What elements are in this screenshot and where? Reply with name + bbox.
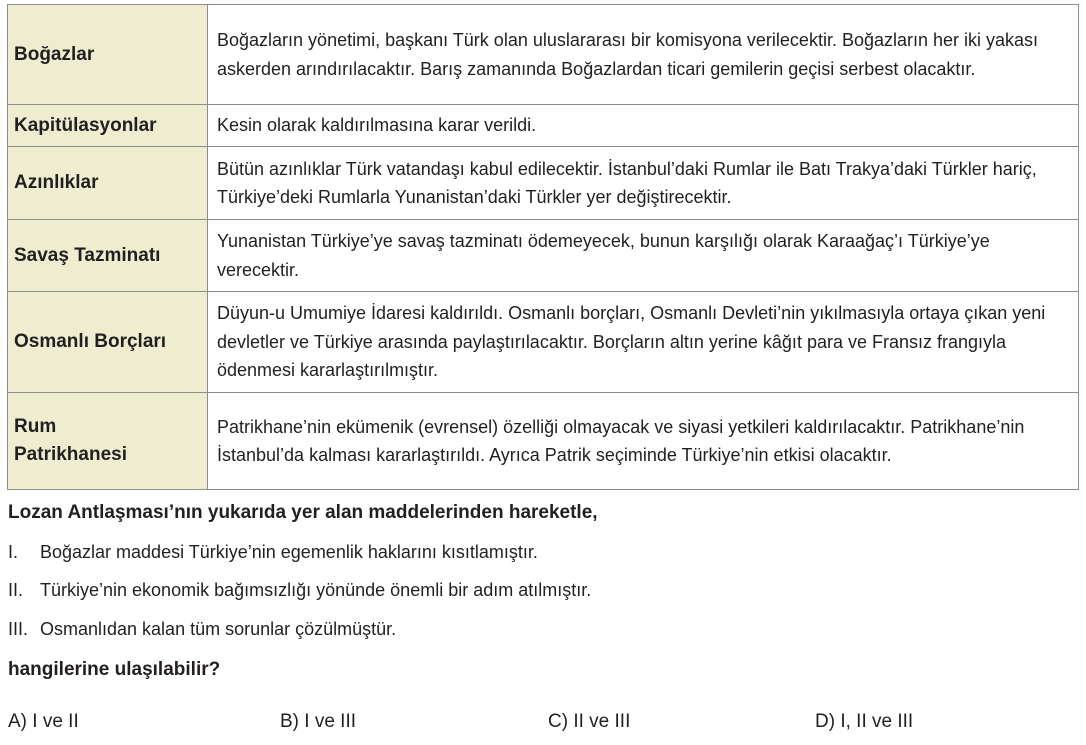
row-topic: Osmanlı Borçları — [8, 292, 208, 393]
row-topic: Boğazlar — [8, 5, 208, 105]
statement-3 — [8, 616, 396, 642]
row-topic: Azınlıklar — [8, 147, 208, 220]
statement-text: Boğazlar maddesi Türkiye’nin egemenlik haklarını kısıtlamıştır. — [40, 542, 538, 562]
row-topic: Rum Patrikhanesi — [8, 393, 208, 490]
row-detail: Yunanistan Türkiye’ye savaş tazminatı ödemeyecek, bunun karşılığı olarak Karaağaç’ı Türkiye’ye verecektir. — [208, 220, 1079, 292]
answer-option-c[interactable]: C) II ve III — [548, 711, 631, 732]
row-detail: Bütün azınlıklar Türk vatandaşı kabul edilecektir. İstanbul’daki Rumlar ile Batı Trakya’daki Türkler hariç, Türkiye’deki Rumlarla Yunanistan’daki Türkler yer değiştirecektir. — [208, 147, 1079, 220]
lozan-treaty-table — [7, 4, 1079, 490]
statement-number: I. — [8, 542, 19, 562]
table-row — [8, 5, 1079, 105]
row-detail: Kesin olarak kaldırılmasına karar verildi. — [208, 105, 1079, 147]
statement-1 — [8, 539, 538, 565]
row-topic: Savaş Tazminatı — [8, 220, 208, 292]
question-stem: Lozan Antlaşması’nın yukarıda yer alan maddelerinden hareketle, — [8, 502, 598, 523]
table-row — [8, 105, 1079, 147]
statement-text: Türkiye’nin ekonomik bağımsızlığı yönünde önemli bir adım atılmıştır. — [40, 580, 592, 600]
table-row — [8, 292, 1079, 393]
statement-number: II. — [8, 580, 24, 600]
table-row — [8, 147, 1079, 220]
statement-text: Osmanlıdan kalan tüm sorunlar çözülmüştür. — [40, 619, 397, 639]
question-prompt: hangilerine ulaşılabilir? — [8, 659, 221, 680]
table-row — [8, 393, 1079, 490]
answer-option-a[interactable]: A) I ve II — [8, 711, 79, 732]
table-row — [8, 220, 1079, 292]
answer-option-d[interactable]: D) I, II ve III — [815, 711, 914, 732]
statement-2 — [8, 577, 591, 603]
row-detail: Düyun-u Umumiye İdaresi kaldırıldı. Osmanlı borçları, Osmanlı Devleti’nin yıkılmasıyla ortaya çıkan yeni devletler ve Türkiye arasında paylaştırılacaktır. Borçların altın yerine kâğıt para ve Fransız frangıyla ödenmesi kararlaştırılmıştır. — [208, 292, 1079, 393]
answer-option-b[interactable]: B) I ve III — [280, 711, 357, 732]
row-topic: Kapitülasyonlar — [8, 105, 208, 147]
row-detail: Patrikhane’nin ekümenik (evrensel) özelliği olmayacak ve siyasi yetkileri kaldırılacaktır. Patrikhane’nin İstanbul’da kalması kararlaştırıldı. Ayrıca Patrik seçiminde Türkiye’nin etkisi olacaktır. — [208, 393, 1079, 490]
statement-number: III. — [8, 619, 29, 639]
row-detail: Boğazların yönetimi, başkanı Türk olan uluslararası bir komisyona verilecektir. Boğazların her iki yakası askerden arındırılacaktır. Barış zamanında Boğazlardan ticari gemilerin geçisi serbest olacaktır. — [208, 5, 1079, 105]
